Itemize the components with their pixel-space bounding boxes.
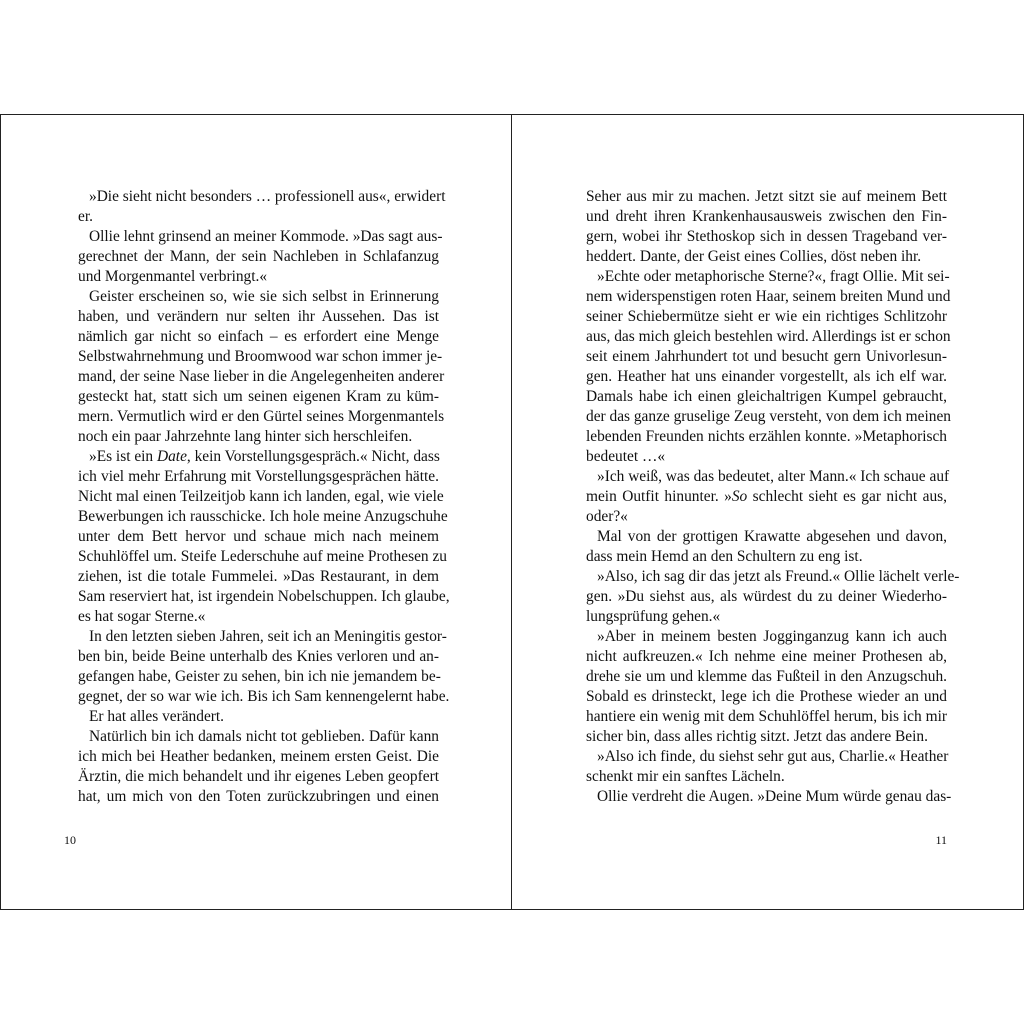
text-line: »Echte oder metaphorische Sterne?«, fragt Ollie. Mit sei- [597, 268, 950, 285]
text-line: noch ein paar Jahrzehnte lang hinter sich herschleifen. [78, 428, 413, 445]
text-line: nicht aufkreuzen.« Ich nehme eine meiner Prothesen ab, [586, 648, 947, 665]
text-line: haben, und verändern nur selten ihr Aussehen. Das ist [78, 308, 439, 325]
left-page-text [78, 187, 450, 807]
text-line: ben bin, beide Beine unterhalb des Knies verloren und an- [78, 648, 439, 665]
text-line: gefangen habe, Geister zu sehen, bin ich nie jemandem be- [78, 668, 441, 685]
left-page [0, 115, 512, 909]
text-line: ziehen, ist die totale Fummelei. »Das Restaurant, in dem [78, 568, 439, 585]
page-number-right: 11 [935, 833, 947, 847]
text-line: »Die sieht nicht besonders … professionell aus«, erwidert [89, 188, 446, 205]
text-line: Ärztin, die mich behandelt und ihr eigenes Leben geopfert [78, 768, 439, 785]
book-spread [0, 114, 1024, 910]
text-line: nämlich gar nicht so einfach – es erfordert eine Menge [78, 328, 439, 345]
text-line: seiner Schiebermütze sieht er wie ein richtiges Schlitzohr [586, 308, 947, 325]
text-line: und dreht ihren Krankenhausausweis zwischen den Fin- [586, 208, 947, 225]
text-line: mein Outfit hinunter. »So schlecht sieht es gar nicht aus, [586, 488, 947, 505]
text-line: Selbstwahrnehmung und Broomwood war schon immer je- [78, 348, 443, 365]
page-number-left: 10 [64, 833, 76, 847]
text-line: schenkt mir ein sanftes Lächeln. [586, 768, 785, 785]
text-line: hantiere ein wenig mit dem Schuhlöffel herum, bis ich mir [586, 708, 947, 725]
text-line: Bewerbungen ich rausschicke. Ich hole meine Anzugschuhe [78, 508, 448, 525]
text-line: Mal von der grottigen Krawatte abgesehen und davon, [597, 528, 947, 545]
text-line: In den letzten sieben Jahren, seit ich an Meningitis gestor- [89, 628, 447, 645]
text-line: drehe sie um und klemme das Fußteil in den Anzugschuh. [586, 668, 947, 685]
text-line: seit einem Jahrhundert tot und besucht gern Univorlesun- [586, 348, 947, 365]
text-line: dass mein Hemd an den Schultern zu eng ist. [586, 548, 863, 565]
text-line: er. [78, 208, 93, 225]
text-line: gern, wobei ihr Stethoskop sich in dessen Trageband ver- [586, 228, 947, 245]
text-line: gen. Heather hat uns einander vorgestellt, als ich elf war. [586, 368, 947, 385]
text-line: es hat sogar Sterne.« [78, 608, 206, 625]
text-line: lebenden Freunden nichts erzählen konnte. »Metaphorisch [586, 428, 947, 445]
text-line: Schuhlöffel um. Steife Lederschuhe auf meine Prothesen zu [78, 548, 447, 565]
text-line: oder?« [586, 508, 628, 525]
right-page [512, 115, 1024, 909]
text-line: der das ganze gruselige Zeug versteht, von dem ich meinen [586, 408, 951, 425]
text-line: lungsprüfung gehen.« [586, 608, 721, 625]
text-line: bedeutet …« [586, 448, 666, 465]
text-line: Sam reserviert hat, ist irgendein Nobelschuppen. Ich glaube, [78, 588, 450, 605]
text-line: und Morgenmantel verbringt.« [78, 268, 268, 285]
text-line: sicher bin, dass alles richtig sitzt. Jetzt das andere Bein. [586, 728, 928, 745]
text-line: gegnet, der so war wie ich. Bis ich Sam kennengelernt habe. [78, 688, 450, 705]
text-line: gesteckt hat, statt sich um seinen eigenen Kram zu küm- [78, 388, 439, 405]
text-line: aus, das mich gleich bestehlen wird. Allerdings ist er schon [586, 328, 951, 345]
text-line: Natürlich bin ich damals nicht tot geblieben. Dafür kann [89, 728, 439, 745]
text-line: Sobald es drinsteckt, lege ich die Prothese wieder an und [586, 688, 947, 705]
text-line: »Also ich finde, du siehst sehr gut aus, Charlie.« Heather [597, 748, 949, 765]
text-line: ich mich bei Heather bedanken, meinem ersten Geist. Die [78, 748, 439, 765]
text-line: unter dem Bett hervor und schaue mich nach meinem [78, 528, 439, 545]
text-line: nem widerspenstigen roten Haar, seinem breiten Mund und [586, 288, 951, 305]
text-line: Ollie verdreht die Augen. »Deine Mum würde genau das- [597, 788, 952, 805]
text-line: »Ich weiß, was das bedeutet, alter Mann.« Ich schaue auf [597, 468, 950, 485]
text-line: heddert. Dante, der Geist eines Collies, döst neben ihr. [586, 248, 922, 265]
text-line: »Also, ich sag dir das jetzt als Freund.« Ollie lächelt verle- [597, 568, 960, 585]
text-line: gerechnet der Mann, der sein Nachleben in Schlafanzug [78, 248, 439, 265]
text-line: »Es ist ein Date, kein Vorstellungsgespräch.« Nicht, dass [89, 448, 440, 465]
text-line: gen. »Du siehst aus, als würdest du zu deiner Wiederho- [586, 588, 947, 605]
right-page-text [586, 187, 960, 807]
text-line: Ollie lehnt grinsend an meiner Kommode. »Das sagt aus- [89, 228, 443, 245]
text-line: mern. Vermutlich wird er den Gürtel seines Morgenmantels [78, 408, 445, 425]
text-line: Er hat alles verändert. [89, 708, 225, 725]
text-line: hat, um mich von den Toten zurückzubringen und einen [78, 788, 439, 805]
text-line: Damals habe ich einen gleichaltrigen Kumpel gebraucht, [586, 388, 947, 405]
text-line: ich viel mehr Erfahrung mit Vorstellungsgesprächen hätte. [78, 468, 439, 485]
text-line: mand, der seine Nase lieber in die Angelegenheiten anderer [78, 368, 445, 385]
text-line: »Aber in meinem besten Jogginganzug kann ich auch [597, 628, 947, 645]
text-line: Nicht mal einen Teilzeitjob kann ich landen, egal, wie viele [78, 488, 444, 505]
text-line: Geister erscheinen so, wie sie sich selbst in Erinnerung [89, 288, 439, 305]
text-line: Seher aus mir zu machen. Jetzt sitzt sie auf meinem Bett [586, 188, 947, 205]
